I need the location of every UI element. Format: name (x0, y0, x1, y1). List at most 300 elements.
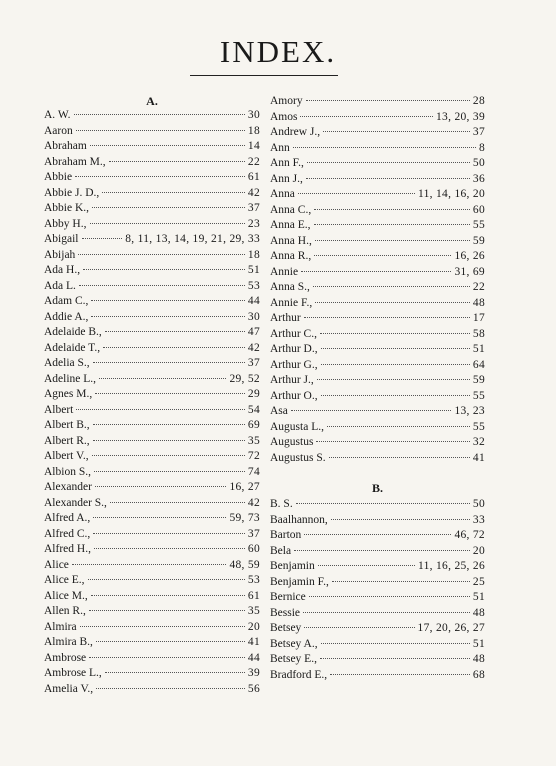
dot-leader (93, 533, 245, 534)
dot-leader (315, 240, 470, 241)
entry-name: Annie (270, 265, 299, 278)
dot-leader (314, 255, 451, 256)
entry-name: Ann J., (270, 172, 303, 185)
entry-page-numbers: 46, 72 (454, 529, 485, 541)
entry-name: Betsey A., (270, 637, 318, 650)
index-column-left (44, 94, 260, 697)
dot-leader (72, 564, 227, 565)
entry-page-numbers: 41 (247, 636, 260, 648)
index-entry (44, 387, 260, 403)
entry-name: Adelia S., (44, 357, 90, 369)
index-entry (270, 621, 485, 637)
entry-page-numbers: 48 (472, 296, 485, 309)
entry-name: Aaron (44, 124, 73, 137)
entry-page-numbers: 11, 16, 25, 26 (417, 560, 485, 572)
entry-name: Annie F., (270, 296, 313, 309)
dot-leader (93, 517, 226, 518)
entry-list-b (270, 497, 485, 683)
entry-name: Ada H., (44, 264, 81, 276)
entry-name: Betsey E., (270, 653, 317, 665)
index-entry (270, 590, 485, 606)
entry-name: Adelaide B., (44, 326, 102, 338)
entry-name: Anna E., (270, 219, 311, 231)
index-entry (44, 527, 260, 543)
entry-name: Alexander S., (44, 496, 107, 509)
index-entry (44, 666, 260, 682)
entry-name: Asa (270, 405, 288, 417)
index-entry (270, 187, 485, 203)
dot-leader (90, 145, 245, 146)
entry-page-numbers: 51 (247, 264, 260, 276)
entry-page-numbers: 59 (472, 234, 485, 247)
entry-page-numbers: 50 (472, 498, 485, 510)
index-entry (44, 139, 260, 155)
index-entry (44, 620, 260, 636)
entry-name: Ambrose (44, 651, 87, 664)
dot-leader (75, 176, 245, 177)
entry-name: Arthur J., (270, 374, 314, 386)
entry-page-numbers: 14 (247, 140, 260, 152)
index-entry (270, 234, 485, 250)
dot-leader (93, 362, 245, 363)
entry-name: Anna C., (270, 203, 312, 216)
index-entry (44, 558, 260, 574)
entry-page-numbers: 25 (472, 575, 485, 588)
entry-name: Alice (44, 558, 69, 571)
entry-page-numbers: 37 (472, 126, 485, 138)
entry-name: Abraham (44, 140, 87, 152)
entry-page-numbers: 51 (472, 591, 485, 603)
index-entry (44, 604, 260, 620)
entry-name: Ambrose L., (44, 667, 102, 679)
dot-leader (296, 503, 470, 504)
index-entry (270, 327, 485, 343)
dot-leader (91, 595, 245, 596)
index-entry (270, 203, 485, 219)
dot-leader (102, 192, 245, 193)
entry-page-numbers: 33 (472, 513, 485, 526)
index-entry (44, 232, 260, 248)
page-title: INDEX. (219, 34, 337, 69)
entry-page-numbers: 29 (247, 388, 260, 400)
index-entry (44, 651, 260, 667)
dot-leader (318, 565, 415, 566)
entry-page-numbers: 20 (247, 620, 260, 633)
title-underline (190, 75, 338, 76)
dot-leader (314, 209, 470, 210)
entry-name: Abbie K., (44, 202, 90, 214)
entry-page-numbers: 74 (247, 465, 260, 478)
index-entry (44, 108, 260, 124)
entry-name: Augusta L., (270, 420, 324, 433)
entry-page-numbers: 48, 59 (229, 558, 260, 571)
dot-leader (90, 223, 245, 224)
dot-leader (306, 178, 470, 179)
entry-name: Alfred A., (44, 512, 91, 524)
entry-name: B. S. (270, 498, 293, 510)
entry-name: Ann F., (270, 157, 304, 169)
entry-name: Adam C., (44, 295, 89, 307)
index-entry (270, 358, 485, 374)
dot-leader (83, 269, 245, 270)
entry-page-numbers: 39 (247, 667, 260, 679)
index-entry (44, 403, 260, 419)
dot-leader (109, 161, 245, 162)
index-entry (44, 248, 260, 264)
index-entry (44, 170, 260, 186)
index-entry (44, 217, 260, 233)
dot-leader (294, 550, 470, 551)
entry-page-numbers: 42 (247, 341, 260, 354)
index-entry (44, 372, 260, 388)
index-entry (44, 589, 260, 605)
entry-name: Arthur (270, 312, 301, 324)
index-entry (270, 513, 485, 529)
entry-page-numbers: 17 (472, 312, 485, 324)
dot-leader (96, 641, 245, 642)
index-entry (44, 480, 260, 496)
entry-page-numbers: 29, 52 (229, 372, 260, 385)
dot-leader (88, 579, 245, 580)
index-entry (44, 263, 260, 279)
dot-leader (93, 424, 245, 425)
dot-leader (89, 610, 245, 611)
entry-name: Amelia V., (44, 682, 94, 695)
dot-leader (320, 333, 470, 334)
index-entry (44, 542, 260, 558)
entry-page-numbers: 22 (247, 155, 260, 168)
entry-page-numbers: 35 (247, 434, 260, 447)
entry-name: Bessie (270, 606, 301, 619)
entry-name: Albert V., (44, 450, 89, 462)
entry-name: Abbie J. D., (44, 186, 100, 199)
dot-leader (307, 162, 470, 163)
entry-name: Anna H., (270, 234, 312, 247)
dot-leader (96, 688, 245, 689)
entry-name: Arthur C., (270, 327, 317, 340)
dot-leader (321, 395, 470, 396)
section-heading-a: A. (146, 94, 158, 108)
dot-leader (321, 348, 470, 349)
entry-page-numbers: 18 (247, 248, 260, 261)
entry-name: Ann (270, 141, 290, 154)
dot-leader (79, 285, 245, 286)
index-entry (44, 201, 260, 217)
dot-leader (92, 207, 245, 208)
dot-leader (313, 286, 470, 287)
dot-leader (91, 300, 244, 301)
dot-leader (331, 519, 470, 520)
dot-leader (309, 596, 470, 597)
dot-leader (303, 612, 470, 613)
dot-leader (99, 378, 226, 379)
index-entry (44, 186, 260, 202)
index-entry (44, 155, 260, 171)
entry-page-numbers: 31, 69 (454, 265, 485, 278)
entry-page-numbers: 64 (472, 358, 485, 371)
dot-leader (304, 534, 451, 535)
index-entry (44, 341, 260, 357)
dot-leader (320, 658, 470, 659)
entry-name: Adelaide T., (44, 341, 101, 354)
entry-page-numbers: 20 (472, 544, 485, 557)
index-entry (270, 420, 485, 436)
index-entry (270, 94, 485, 110)
index-entry (270, 497, 485, 513)
dot-leader (93, 440, 245, 441)
entry-name: Bradford E., (270, 668, 328, 681)
index-entry (44, 635, 260, 651)
dot-leader (291, 410, 452, 411)
entry-name: Albert B., (44, 419, 90, 431)
entry-name: Alexander (44, 481, 92, 493)
entry-page-numbers: 60 (472, 203, 485, 216)
index-entry (270, 342, 485, 358)
entry-name: Ada L. (44, 279, 76, 292)
index-entry (44, 356, 260, 372)
index-entry (44, 573, 260, 589)
entry-name: Abby H., (44, 217, 87, 230)
index-entry (44, 511, 260, 527)
entry-page-numbers: 37 (247, 357, 260, 369)
entry-name: Alfred H., (44, 543, 91, 555)
entry-name: Adeline L., (44, 372, 97, 385)
entry-name: Benjamin F., (270, 575, 329, 588)
index-entry (270, 296, 485, 312)
index-entry (270, 575, 485, 591)
entry-name: Abbie (44, 171, 73, 183)
index-entry (44, 434, 260, 450)
index-entry (270, 528, 485, 544)
index-entry (270, 141, 485, 157)
index-entry (270, 637, 485, 653)
entry-page-numbers: 47 (247, 326, 260, 338)
index-entry (44, 465, 260, 481)
entry-page-numbers: 56 (247, 682, 260, 695)
index-entry (270, 373, 485, 389)
entry-page-numbers: 54 (247, 403, 260, 416)
entry-name: Augustus (270, 436, 314, 448)
entry-page-numbers: 58 (472, 327, 485, 340)
index-entry (270, 172, 485, 188)
entry-page-numbers: 72 (247, 450, 260, 462)
entry-page-numbers: 18 (247, 124, 260, 137)
entry-page-numbers: 55 (472, 219, 485, 231)
index-entry (270, 404, 485, 420)
index-entry (270, 265, 485, 281)
dot-leader (316, 441, 469, 442)
entry-name: Albert R., (44, 434, 90, 447)
dot-leader (94, 548, 245, 549)
entry-name: Betsey (270, 622, 302, 634)
index-entry (270, 606, 485, 622)
entry-name: Arthur G., (270, 358, 318, 371)
index-entry (44, 310, 260, 326)
index-entry (270, 652, 485, 668)
entry-page-numbers: 59, 73 (229, 512, 260, 524)
dot-leader (317, 379, 470, 380)
index-entry (270, 311, 485, 327)
dot-leader (314, 224, 470, 225)
entry-list-a-left (44, 108, 260, 697)
entry-page-numbers: 59 (472, 374, 485, 386)
entry-page-numbers: 69 (247, 419, 260, 431)
dot-leader (306, 100, 470, 101)
entry-page-numbers: 35 (247, 605, 260, 617)
entry-page-numbers: 48 (472, 606, 485, 619)
entry-name: Allen R., (44, 605, 86, 617)
entry-page-numbers: 16, 26 (454, 250, 485, 262)
entry-name: Anna (270, 188, 295, 200)
dot-leader (95, 486, 227, 487)
entry-name: Baalhannon, (270, 513, 328, 526)
entry-name: Albert (44, 403, 74, 416)
index-entry (270, 389, 485, 405)
dot-leader (94, 471, 245, 472)
index-entry (44, 418, 260, 434)
entry-name: A. W. (44, 109, 71, 121)
entry-name: Abigail (44, 233, 79, 245)
entry-page-numbers: 16, 27 (229, 481, 260, 493)
index-entry (270, 280, 485, 296)
entry-page-numbers: 23 (247, 217, 260, 230)
dot-leader (321, 364, 470, 365)
dot-leader (80, 626, 245, 627)
entry-page-numbers: 13, 20, 39 (436, 110, 485, 123)
dot-leader (76, 130, 245, 131)
entry-page-numbers: 50 (472, 157, 485, 169)
index-entry (270, 559, 485, 575)
entry-page-numbers: 22 (472, 281, 485, 293)
dot-leader (327, 426, 470, 427)
entry-page-numbers: 42 (247, 186, 260, 199)
dot-leader (74, 114, 245, 115)
dot-leader (105, 331, 245, 332)
entry-page-numbers: 51 (472, 343, 485, 355)
entry-list-a-right (270, 94, 485, 466)
entry-page-numbers: 44 (247, 295, 260, 307)
entry-page-numbers: 60 (247, 543, 260, 555)
dot-leader (92, 455, 245, 456)
entry-name: Addie A., (44, 310, 89, 323)
dot-leader (110, 502, 245, 503)
entry-name: Arthur O., (270, 389, 318, 402)
entry-page-numbers: 37 (247, 527, 260, 540)
index-entry (44, 682, 260, 698)
index-entry (44, 325, 260, 341)
entry-name: Alice E., (44, 574, 85, 586)
dot-leader (301, 271, 451, 272)
entry-name: Anna S., (270, 281, 310, 293)
dot-leader (82, 238, 123, 239)
dot-leader (298, 193, 415, 194)
entry-name: Anna R., (270, 250, 312, 262)
entry-name: Barton (270, 529, 302, 541)
dot-leader (91, 316, 244, 317)
dot-leader (293, 147, 476, 148)
entry-page-numbers: 30 (247, 310, 260, 323)
dot-leader (304, 627, 414, 628)
entry-page-numbers: 42 (247, 496, 260, 509)
dot-leader (330, 674, 470, 675)
entry-name: Augustus S. (270, 451, 326, 464)
dot-leader (76, 409, 245, 410)
entry-page-numbers: 68 (472, 668, 485, 681)
entry-name: Bela (270, 544, 292, 557)
entry-page-numbers: 55 (472, 420, 485, 433)
entry-page-numbers: 32 (472, 436, 485, 448)
entry-name: Benjamin (270, 560, 315, 572)
dot-leader (105, 672, 245, 673)
entry-page-numbers: 11, 14, 16, 20 (417, 188, 485, 200)
entry-page-numbers: 48 (472, 653, 485, 665)
entry-name: Abijah (44, 248, 76, 261)
entry-page-numbers: 8, 11, 13, 14, 19, 21, 29, 33 (125, 233, 260, 245)
dot-leader (304, 317, 470, 318)
index-entry (270, 668, 485, 684)
index-entry (44, 294, 260, 310)
dot-leader (323, 131, 470, 132)
entry-page-numbers: 55 (472, 389, 485, 402)
index-entry (44, 279, 260, 295)
index-entry (44, 124, 260, 140)
entry-name: Alice M., (44, 589, 88, 602)
entry-name: Amos (270, 110, 298, 123)
entry-name: Bernice (270, 591, 306, 603)
entry-page-numbers: 44 (247, 651, 260, 664)
index-entry (270, 451, 485, 467)
section-heading-b: B. (371, 481, 383, 495)
entry-page-numbers: 53 (247, 574, 260, 586)
entry-page-numbers: 28 (472, 95, 485, 107)
index-entry (270, 218, 485, 234)
entry-name: Almira (44, 620, 77, 633)
dot-leader (89, 657, 245, 658)
entry-page-numbers: 13, 23 (454, 405, 485, 417)
entry-name: Andrew J., (270, 126, 321, 138)
entry-name: Albion S., (44, 465, 91, 478)
entry-page-numbers: 61 (247, 171, 260, 183)
index-column-right (270, 94, 485, 683)
dot-leader (315, 302, 470, 303)
entry-page-numbers: 53 (247, 279, 260, 292)
index-entry (270, 544, 485, 560)
index-entry (270, 156, 485, 172)
entry-page-numbers: 37 (247, 202, 260, 214)
dot-leader (332, 581, 470, 582)
index-entry (44, 496, 260, 512)
dot-leader (95, 393, 245, 394)
dot-leader (321, 643, 470, 644)
dot-leader (329, 457, 470, 458)
index-entry (270, 435, 485, 451)
entry-page-numbers: 36 (472, 172, 485, 185)
entry-name: Agnes M., (44, 388, 93, 400)
dot-leader (103, 347, 245, 348)
dot-leader (78, 254, 245, 255)
entry-page-numbers: 51 (472, 637, 485, 650)
index-entry (270, 249, 485, 265)
entry-name: Arthur D., (270, 343, 318, 355)
entry-name: Almira B., (44, 636, 93, 648)
entry-page-numbers: 41 (472, 451, 485, 464)
entry-page-numbers: 30 (247, 109, 260, 121)
entry-page-numbers: 61 (247, 589, 260, 602)
entry-page-numbers: 17, 20, 26, 27 (417, 622, 485, 634)
entry-name: Abraham M., (44, 155, 106, 168)
entry-page-numbers: 8 (478, 141, 485, 154)
entry-name: Amory (270, 95, 303, 107)
